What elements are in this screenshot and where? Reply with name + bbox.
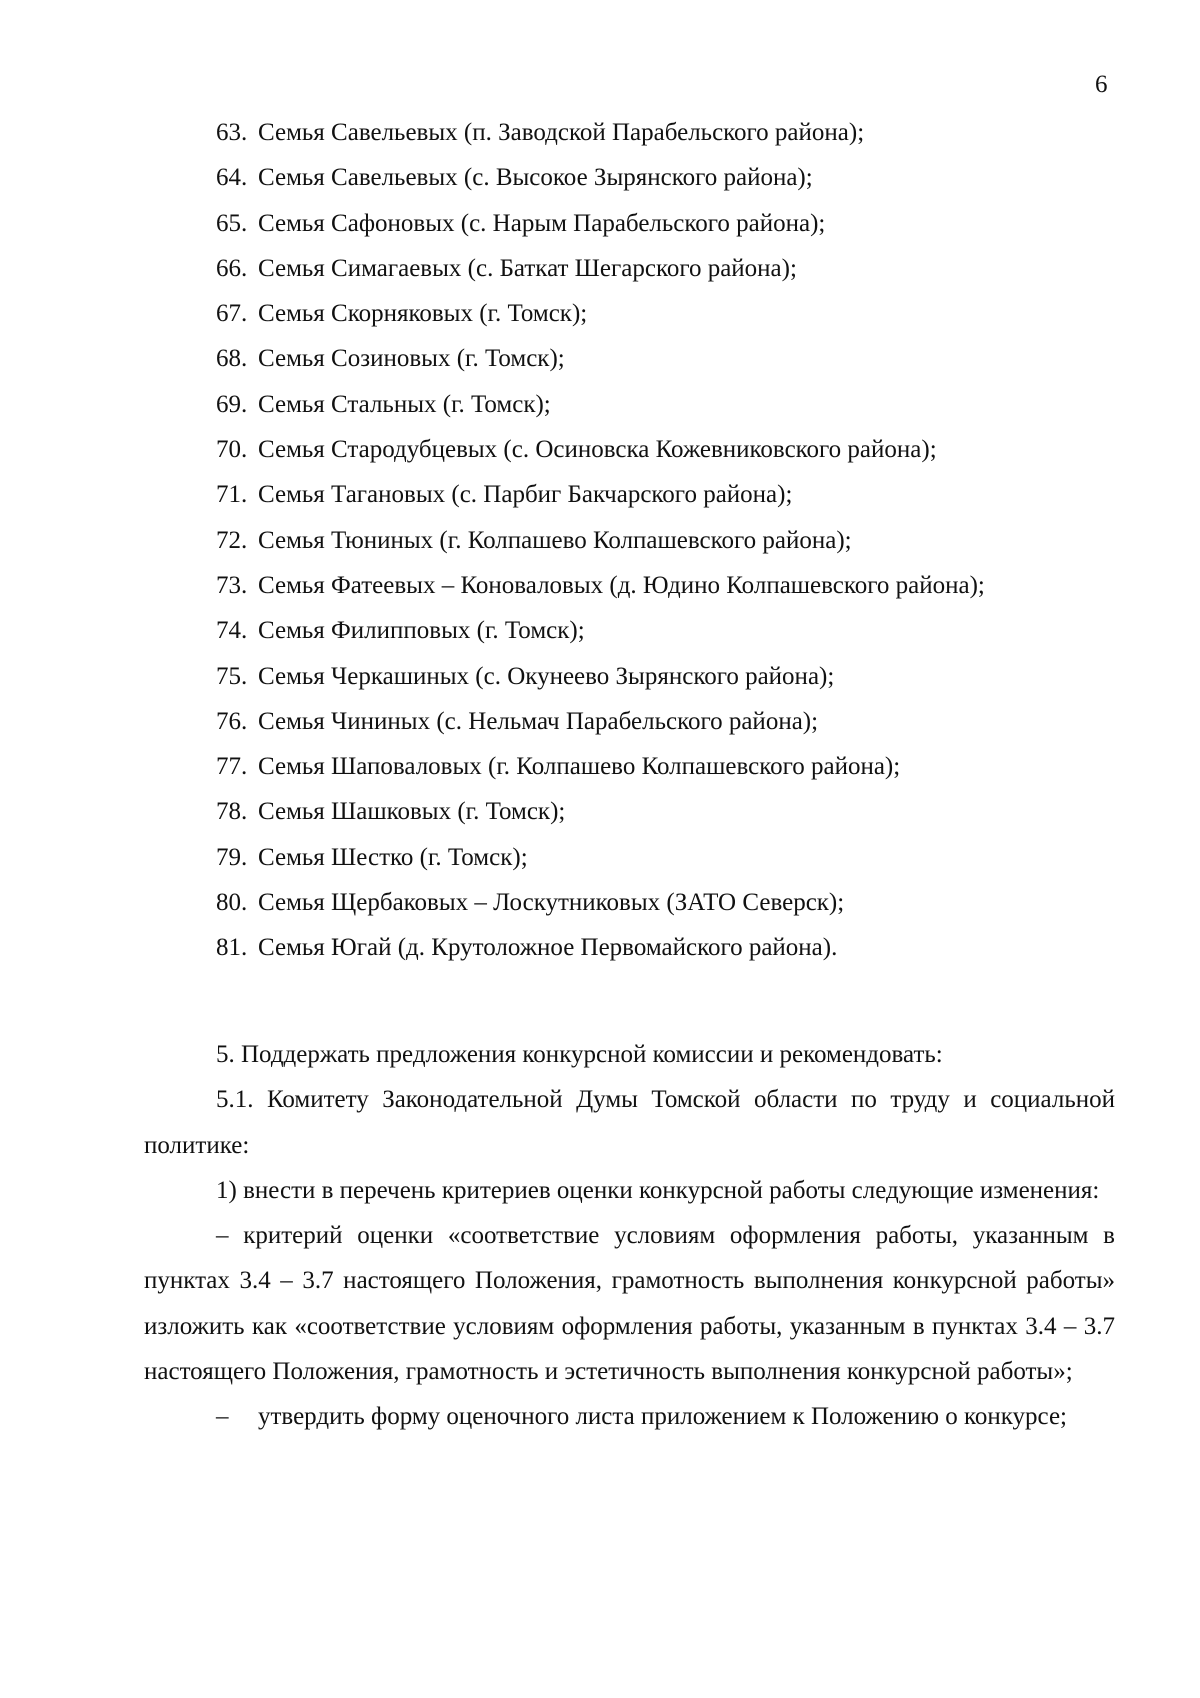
family-list-number: 68.: [216, 345, 248, 373]
family-list-number: 71.: [216, 481, 248, 509]
family-list-text: Семья Филипповых (г. Томск);: [258, 617, 585, 645]
family-list-item: [0, 480, 1200, 525]
family-list-text: Семья Фатеевых – Коноваловых (д. Юдино Колпашевского района);: [258, 571, 985, 599]
item-1-text: 1) внести в перечень критериев оценки конкурсной работы следующие изменения:: [216, 1176, 1100, 1204]
family-list-item: [0, 707, 1200, 752]
section-5-1-text: 5.1. Комитету Законодательной Думы Томской области по труду и социальной политике:: [144, 1086, 1115, 1159]
family-list-item: [0, 933, 1200, 978]
family-list-text: Семья Савельевых (с. Высокое Зырянского района);: [258, 164, 813, 192]
family-list-item: [0, 888, 1200, 933]
family-list-number: 69.: [216, 390, 248, 418]
family-list-text: Семья Щербаковых – Лоскутниковых (ЗАТО Северск);: [258, 889, 845, 917]
family-list-text: Семья Савельевых (п. Заводской Парабельского района);: [258, 119, 865, 146]
family-list-number: 64.: [216, 164, 248, 192]
family-list-text: Семья Тюниных (г. Колпашево Колпашевского района);: [258, 526, 852, 554]
family-list-text: Семья Чининых (с. Нельмач Парабельского района);: [258, 707, 819, 735]
dash-mark: –: [216, 1403, 229, 1431]
family-list-item: [0, 209, 1200, 254]
family-list-number: 72.: [216, 526, 248, 554]
family-list-item: [0, 571, 1200, 616]
family-list-item: [0, 118, 1200, 163]
family-list-item: [0, 526, 1200, 571]
dash-item-form: [144, 1394, 1115, 1439]
family-list-item: [0, 752, 1200, 797]
family-list-item: [0, 254, 1200, 299]
family-list-number: 63.: [216, 119, 248, 146]
family-list-text: Семья Симагаевых (с. Баткат Шегарского района);: [258, 254, 797, 282]
family-list-item: [0, 616, 1200, 661]
family-list-item: [0, 435, 1200, 480]
family-list-text: Семья Шаповаловых (г. Колпашево Колпашевского района);: [258, 753, 901, 781]
family-list-item: [0, 662, 1200, 707]
dash-item-criterion: – критерий оценки «соответствие условиям оформления работы, указанным в пунктах 3.4 – 3.7 настоящего Положения, грамотность выполнения конкурсной работы» изложить как «соответствие условиям оформления работы, указанным в пунктах 3.4 – 3.7 настоящего Положения, грамотность и эстетичность выполнения конкурсной работы»;: [144, 1222, 1115, 1386]
family-list-number: 70.: [216, 436, 248, 464]
family-list-number: 79.: [216, 843, 248, 871]
family-list-text: Семья Шестко (г. Томск);: [258, 843, 528, 871]
family-list-number: 78.: [216, 798, 248, 826]
family-list-item: [0, 344, 1200, 389]
family-list-number: 67.: [216, 300, 248, 328]
family-list-text: Семья Сафоновых (с. Нарым Парабельского района);: [258, 209, 826, 237]
family-list-number: 74.: [216, 617, 248, 645]
family-list-number: 77.: [216, 753, 248, 781]
family-list-item: [0, 163, 1200, 208]
family-list: [0, 118, 1200, 979]
family-list-number: 65.: [216, 209, 248, 237]
family-list-number: 76.: [216, 707, 248, 735]
decision-text: [144, 1032, 1115, 1440]
family-list-number: 80.: [216, 889, 248, 917]
family-list-number: 81.: [216, 934, 248, 962]
family-list-number: 66.: [216, 254, 248, 282]
family-list-number: 73.: [216, 571, 248, 599]
family-list-text: Семья Скорняковых (г. Томск);: [258, 300, 588, 328]
family-list-text: Семья Тагановых (с. Парбиг Бакчарского района);: [258, 481, 793, 509]
dash-item-form-text: утвердить форму оценочного листа приложением к Положению о конкурсе;: [258, 1403, 1067, 1431]
family-list-text: Семья Югай (д. Крутоложное Первомайского района).: [258, 934, 838, 962]
family-list-text: Семья Стальных (г. Томск);: [258, 390, 551, 418]
family-list-text: Семья Созиновых (г. Томск);: [258, 345, 565, 373]
family-list-item: [0, 390, 1200, 435]
family-list-text: Семья Черкашиных (с. Окунеево Зырянского района);: [258, 662, 835, 690]
family-list-number: 75.: [216, 662, 248, 690]
family-list-item: [0, 797, 1200, 842]
section-5-heading: 5. Поддержать предложения конкурсной комиссии и рекомендовать:: [216, 1041, 943, 1068]
family-list-text: Семья Стародубцевых (с. Осиновска Кожевниковского района);: [258, 436, 937, 464]
family-list-item: [0, 843, 1200, 888]
family-list-text: Семья Шашковых (г. Томск);: [258, 798, 566, 826]
family-list-item: [0, 299, 1200, 344]
page-number: 6: [1095, 71, 1108, 98]
